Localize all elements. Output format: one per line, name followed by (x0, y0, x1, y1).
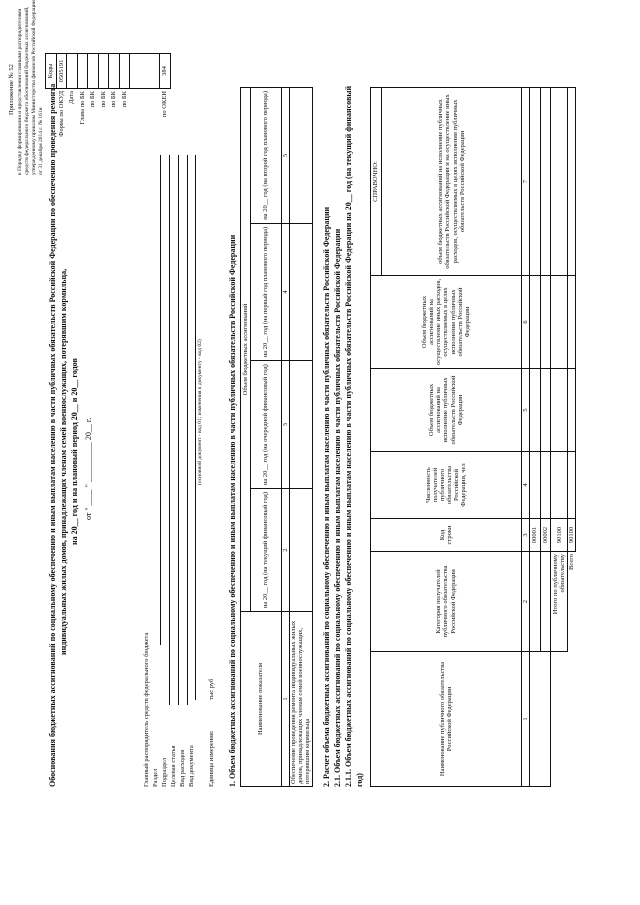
s2-col-volume: Объем бюджетных ассигнований на исполнение публичных обязательств Российской Федерации (371, 369, 522, 452)
s1-col-current: на 20__ год (на текущий финансовый год) (251, 489, 282, 612)
unit-label: Единица измерения: (208, 730, 215, 787)
code-label-csr: по БК (110, 91, 118, 108)
code-label-razdel: по БК (89, 91, 97, 108)
s2-code: 00002 (540, 519, 551, 552)
s2-total-code: 90100 (551, 519, 568, 552)
field-expense-type: Вид расходов (179, 749, 186, 787)
code-value-okei: 384 (160, 54, 171, 89)
appendix-line-2: средств федерального бюджета обоснований бюджетных ассигнований, (24, 6, 30, 175)
s2-num: 5 (522, 369, 530, 452)
section-1-table (240, 87, 313, 787)
field-main-manager: Главный распорядитель средств федерального бюджета (143, 632, 150, 787)
code-label-vr: по БК (120, 91, 128, 108)
s1-group-header: Объем бюджетных ассигнований (241, 88, 251, 612)
field-target-item: Целевая статья (170, 745, 177, 787)
s1-num: 4 (282, 223, 290, 360)
section-2-title: 2. Расчет объема бюджетных ассигнований по социальному обеспечению и иным выплатам населению в части публичных обязательств Российской Федерации (322, 206, 331, 787)
code-label-okud: Форма по ОКУД (57, 91, 65, 137)
s1-num: 5 (282, 88, 290, 224)
s2-num: 3 (522, 519, 530, 552)
s1-col-second-plan: на 20__ год (на второй год планового периода) (251, 88, 282, 224)
s2-code: 00001 (530, 519, 541, 552)
section-1-title: 1. Объем бюджетных ассигнований по социальному обеспечению и иным выплатам населению в части публичных обязательств Российской Федерации (228, 234, 237, 787)
s2-grand-total-code: 90100 (568, 519, 576, 552)
appendix-line-3: утвержденному приказом Министерства финансов Российской Федерации (31, 0, 37, 175)
code-label-podrazdel: по БК (99, 91, 107, 108)
field-line (160, 155, 161, 645)
code-label-okei: по ОКЕИ (161, 91, 169, 118)
codes-header: Коды (46, 54, 57, 89)
s2-num: 6 (522, 276, 530, 369)
s2-col-reference-volume: объем бюджетных ассигнований на исполнение публичных обязательств Российской Федерации и на осуществление иных расходов, осуществляемых в целях исполнения публичных обязательств Российской Федерации (382, 88, 522, 276)
s2-col-category: Категория получателей публичного обязательства Российской Федерации (371, 552, 522, 652)
field-section: Раздел (152, 768, 159, 787)
s2-num: 7 (522, 88, 530, 276)
s2-grand-total-label: Всего (568, 554, 576, 570)
s2-num: 1 (522, 652, 530, 787)
s1-num: 3 (282, 361, 290, 489)
field-doc-type: Вид документа (188, 745, 195, 787)
s2-col-volume-other: Объем бюджетных ассигнований на осуществление иных расходов, осуществляемых в целях исполнения публичных обязательств Российской Федерации (371, 276, 522, 369)
field-subsection: Подраздел (161, 757, 168, 787)
s1-num: 1 (282, 612, 290, 787)
s2-total-label: Итого по публичному обязательству (551, 552, 568, 652)
unit-value: тыс руб (208, 678, 215, 700)
appendix-line-1: к Порядку формирования и представления главными распорядителями (17, 8, 23, 175)
appendix-number: Приложение № 52 (8, 64, 15, 115)
code-label-date: Дата (68, 91, 76, 104)
field-line (169, 155, 170, 705)
section-2-1-title: 2.1. Объем бюджетных ассигнований по социальному обеспечению и иным выплатам населению в части публичных обязательств Российской Федерации (333, 228, 342, 787)
s2-col-obligation: Наименование публичного обязательства Российской Федерации (371, 652, 522, 787)
section-2-1-1-title-cont: год) (355, 773, 364, 787)
s1-col-next: на 20__ год (на очередной финансовый год) (251, 361, 282, 489)
title-line-3: на 20__ год и на плановый период 20__ и 20__ годов (70, 358, 79, 545)
codes-table (45, 53, 171, 145)
s2-col-code: Код строки (371, 519, 522, 552)
field-line (178, 155, 179, 705)
section-2-table (370, 87, 576, 787)
date-line: от " ____ " __________ 20__ г. (84, 417, 93, 520)
doc-type-hint: (основной документ - код 01; изменения к документу - код 02) (197, 339, 203, 485)
s2-reference: СПРАВОЧНО: (371, 88, 382, 276)
doc-type-underline (195, 155, 196, 700)
s1-col-name: Наименование показателя (241, 612, 282, 787)
title-line-1: Обоснования бюджетных ассигнований по социальному обеспечению и иным выплатам населению в части публичных обязательств Российской Федерации по обеспечению проведения ремонта (48, 83, 57, 787)
s2-num: 2 (522, 552, 530, 652)
appendix-line-4: от 31 декабря 2014 г. № 161н (38, 107, 44, 175)
section-2-1-1-title: 2.1.1. Объем бюджетных ассигнований по социальному обеспечению и иным выплатам населению в части публичных обязательств Российской Федерации на 20__ год (на текущий финансовый (344, 85, 353, 787)
s1-row-text: Обеспечение проведения ремонта индивидуальных жилых домов, принадлежащих членам семей военнослужащих, потерявшим кормильца (290, 612, 312, 787)
code-label-glava: Глава по БК (78, 91, 86, 125)
code-value-okud: 0505191 (56, 54, 67, 89)
s1-col-first-plan: на 20__ год (на первый год планового периода) (251, 223, 282, 360)
s1-num: 2 (282, 489, 290, 612)
field-line (187, 155, 188, 705)
s2-num: 4 (522, 452, 530, 519)
title-line-2: индивидуальных жилых домов, принадлежащих членам семей военнослужащих, потерявшим кормильца, (59, 268, 68, 655)
s2-col-count: Численность получателей публичного обязательства Российской Федерации, чел (371, 452, 522, 519)
